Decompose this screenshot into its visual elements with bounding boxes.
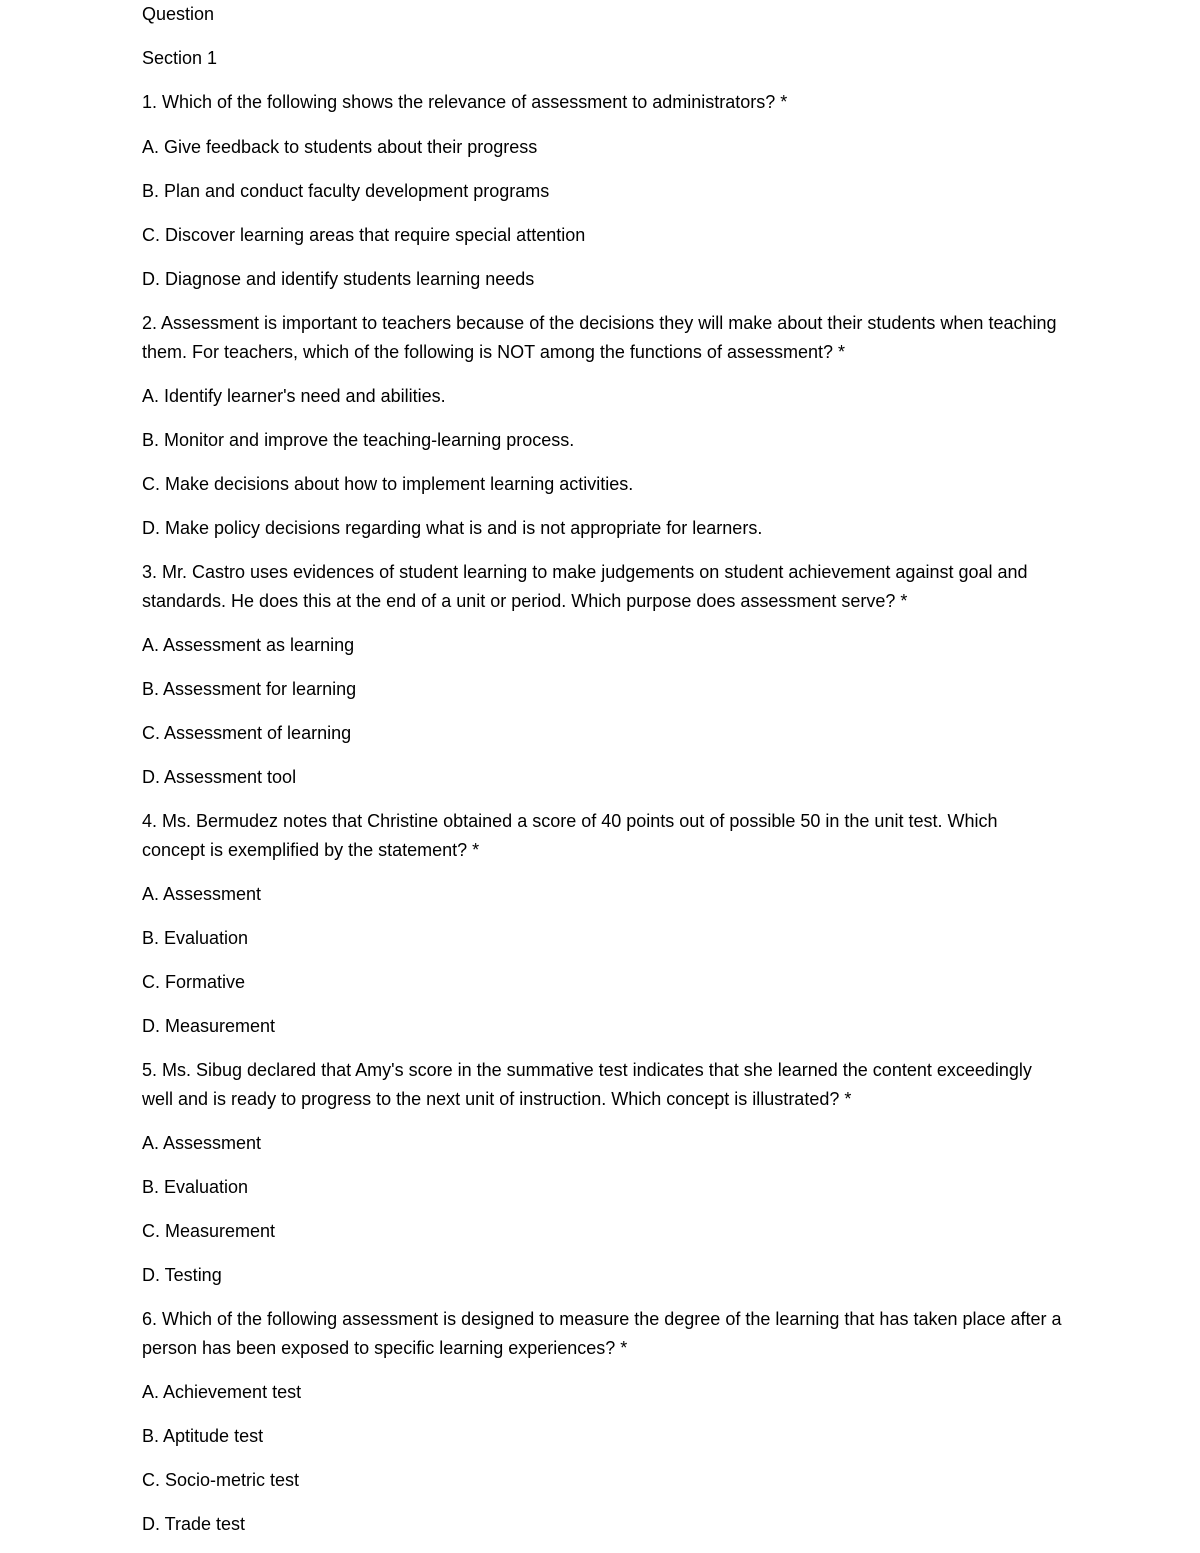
question-1-option-d: D. Diagnose and identify students learning needs xyxy=(142,269,535,289)
question-2-option-d: D. Make policy decisions regarding what is and is not appropriate for learners. xyxy=(142,518,763,538)
question-5-option-c: C. Measurement xyxy=(142,1221,276,1241)
question-2-text: 2. Assessment is important to teachers because of the decisions they will make about their students when teaching them. For teachers, which of the following is NOT among the functions of assessment? * xyxy=(142,313,1057,362)
question-3-text: 3. Mr. Castro uses evidences of student learning to make judgements on student achievement against goal and standards. He does this at the end of a unit or period. Which purpose does assessment serve? * xyxy=(142,562,1028,611)
question-1-option-a: A. Give feedback to students about their progress xyxy=(142,137,538,157)
question-6-text: 6. Which of the following assessment is designed to measure the degree of the learning that has taken place after a person has been exposed to specific learning experiences? * xyxy=(142,1309,1062,1358)
question-3-option-c: C. Assessment of learning xyxy=(142,723,352,743)
question-5-option-a: A. Assessment xyxy=(142,1133,262,1153)
question-4-option-c: C. Formative xyxy=(142,972,246,992)
question-6-option-b: B. Aptitude test xyxy=(142,1426,264,1446)
question-5-text: 5. Ms. Sibug declared that Amy's score in the summative test indicates that she learned the content exceedingly well and is ready to progress to the next unit of instruction. Which concept is illustrated? * xyxy=(142,1060,1032,1109)
question-1-option-b: B. Plan and conduct faculty development programs xyxy=(142,181,550,201)
question-1-text: 1. Which of the following shows the relevance of assessment to administrators? * xyxy=(142,92,788,112)
question-6-option-d: D. Trade test xyxy=(142,1514,246,1534)
question-5-option-d: D. Testing xyxy=(142,1265,222,1285)
section-title: Section 1 xyxy=(142,48,218,68)
question-2-option-a: A. Identify learner's need and abilities. xyxy=(142,386,446,406)
question-4-option-b: B. Evaluation xyxy=(142,928,249,948)
question-2-option-b: B. Monitor and improve the teaching-learning process. xyxy=(142,430,575,450)
question-1-option-c: C. Discover learning areas that require special attention xyxy=(142,225,586,245)
question-3-option-a: A. Assessment as learning xyxy=(142,635,355,655)
question-3-option-b: B. Assessment for learning xyxy=(142,679,357,699)
question-2-option-c: C. Make decisions about how to implement learning activities. xyxy=(142,474,634,494)
document-heading: Question xyxy=(142,4,215,24)
question-3-option-d: D. Assessment tool xyxy=(142,767,297,787)
question-5-option-b: B. Evaluation xyxy=(142,1177,249,1197)
question-4-text: 4. Ms. Bermudez notes that Christine obtained a score of 40 points out of possible 50 in the unit test. Which concept is exemplified by the statement? * xyxy=(142,811,998,860)
question-6-option-a: A. Achievement test xyxy=(142,1382,302,1402)
question-4-option-a: A. Assessment xyxy=(142,884,262,904)
question-6-option-c: C. Socio-metric test xyxy=(142,1470,300,1490)
question-4-option-d: D. Measurement xyxy=(142,1016,276,1036)
